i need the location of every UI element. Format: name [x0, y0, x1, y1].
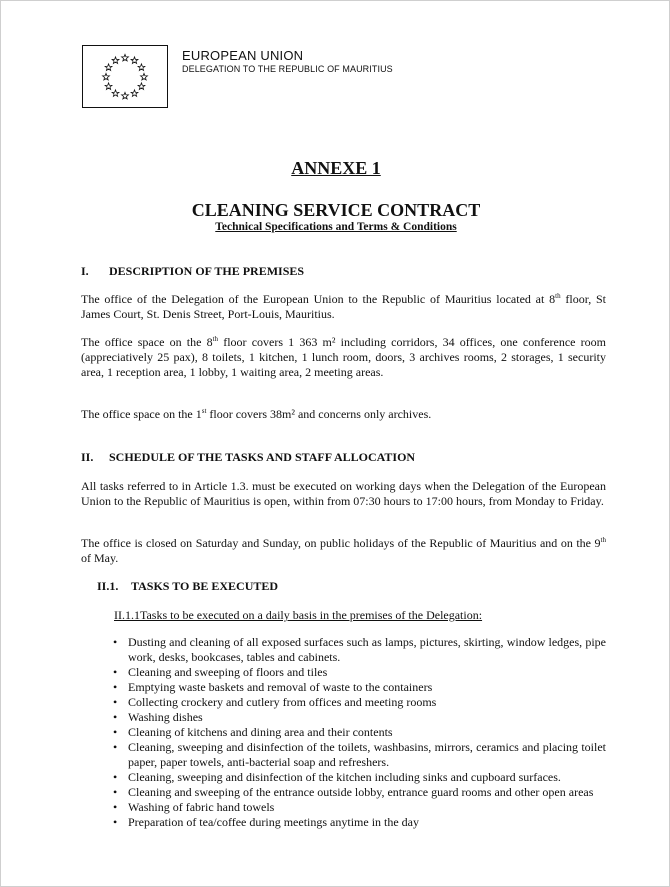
section-heading-2 [81, 450, 415, 465]
list-item: • Washing of fabric hand towels [128, 800, 606, 815]
text: floor covers 1 363 m² including corridors, 34 offices, one conference room (appreciatively 25 pax), 8 toilets, 1 kitchen, 1 lunch room, doors, 3 archives rooms, 2 storages, 1 security area, 1 reception area, 1 lobby, 1 waiting area, 2 meeting areas. [81, 335, 606, 379]
star-icon [105, 64, 112, 71]
text: The office is closed on Saturday and Sunday, on public holidays of the Republic of Mauritius and on the 9 [81, 536, 601, 550]
star-icon [105, 83, 112, 90]
text: The office of the Delegation of the European Union to the Republic of Mauritius located at 8 [81, 292, 556, 306]
list-item: • Cleaning, sweeping and disinfection of the kitchen including sinks and cupboard surfaces. [128, 770, 606, 785]
text: of May. [81, 551, 119, 565]
section-number: I. [81, 264, 89, 278]
org-header [182, 48, 393, 74]
section-heading-1 [81, 264, 304, 279]
subsection-heading [97, 579, 278, 594]
superscript: st [201, 407, 207, 415]
paragraph-location [81, 292, 606, 322]
superscript: th [555, 292, 561, 300]
paragraph-schedule: All tasks referred to in Article 1.3. must be executed on working days when the Delegation of the European Union to the Republic of Mauritius is open, within from 07:30 hours to 17:00 hours, from Monday to Friday. [81, 479, 606, 508]
star-icon [122, 54, 129, 61]
star-icon [131, 57, 138, 64]
list-item: • Preparation of tea/coffee during meetings anytime in the day [128, 815, 606, 830]
daily-tasks-heading: II.1.1Tasks to be executed on a daily basis in the premises of the Delegation: [114, 608, 483, 622]
document-subtitle: Technical Specifications and Terms & Conditions [215, 221, 457, 233]
list-item: • Cleaning of kitchens and dining area and their contents [128, 725, 606, 740]
annexe-label: ANNEXE 1 [291, 158, 381, 178]
text: The office space on the 1 [81, 407, 202, 421]
subsection-number: II.1. [97, 579, 119, 593]
superscript: th [212, 335, 219, 343]
list-item: • Emptying waste baskets and removal of waste to the containers [128, 680, 606, 695]
paragraph-closed-days [81, 536, 606, 566]
list-item: • Cleaning and sweeping of the entrance outside lobby, entrance guard rooms and other open areas [128, 785, 606, 800]
paragraph-8th-floor [81, 335, 606, 380]
star-icon [138, 83, 145, 90]
eu-flag-logo [82, 45, 168, 108]
org-name: EUROPEAN UNION [182, 48, 304, 63]
list-item: • Cleaning and sweeping of floors and tiles [128, 665, 606, 680]
org-subtitle: DELEGATION TO THE REPUBLIC OF MAURITIUS [182, 64, 393, 74]
superscript: th [600, 536, 606, 544]
list-item: • Washing dishes [128, 710, 606, 725]
text: floor covers 38m² and concerns only archives. [206, 407, 432, 421]
star-icon [138, 64, 145, 71]
text: floor, St James Court, St. Denis Street, Port-Louis, Mauritius. [81, 292, 607, 321]
star-icon [103, 73, 110, 80]
star-icon [141, 73, 148, 80]
list-item: • Cleaning, sweeping and disinfection of the toilets, washbasins, mirrors, ceramics and placing toilet paper, paper towels, anti-bacterial soap and refreshers. [128, 740, 606, 770]
star-icon [131, 90, 138, 97]
document-title: CLEANING SERVICE CONTRACT [191, 200, 481, 220]
subsection-title: TASKS TO BE EXECUTED [131, 579, 279, 593]
star-icon [122, 92, 129, 99]
paragraph-1st-floor [81, 407, 606, 422]
star-icon [112, 90, 119, 97]
eu-stars-icon [83, 46, 167, 107]
text: The office space on the 8 [81, 335, 213, 349]
section-number: II. [81, 450, 94, 464]
task-list [128, 635, 606, 830]
section-title: SCHEDULE OF THE TASKS AND STAFF ALLOCATION [109, 450, 416, 464]
list-item: • Dusting and cleaning of all exposed surfaces such as lamps, pictures, skirting, window ledges, pipe work, desks, bookcases, tables and cabinets. [128, 635, 606, 665]
star-icon [112, 57, 119, 64]
list-item: • Collecting crockery and cutlery from offices and meeting rooms [128, 695, 606, 710]
section-title: DESCRIPTION OF THE PREMISES [109, 264, 305, 278]
